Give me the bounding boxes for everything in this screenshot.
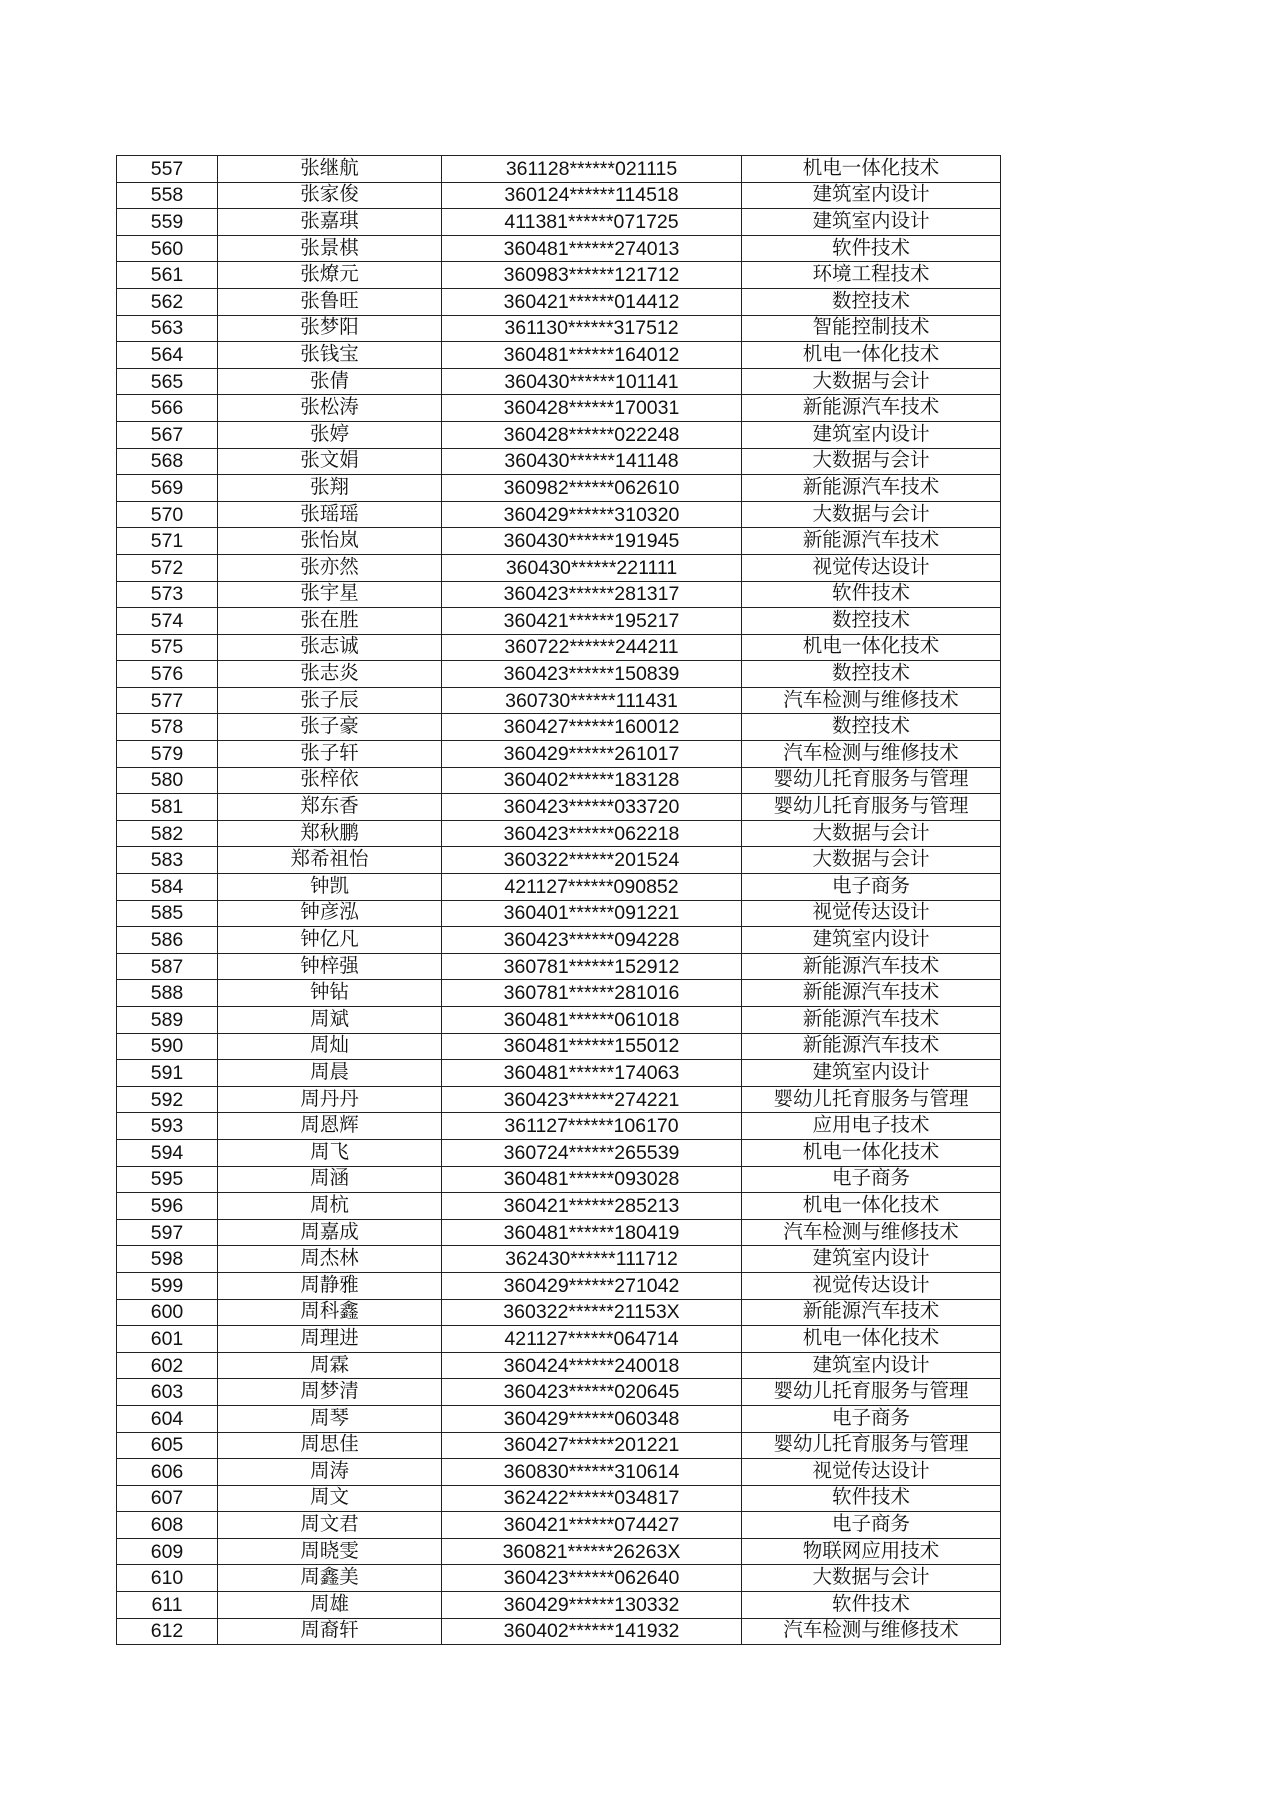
id-number: 411381******071725 bbox=[442, 209, 742, 236]
student-name: 张景棋 bbox=[218, 235, 442, 262]
row-number: 609 bbox=[117, 1538, 218, 1565]
id-number: 360430******101141 bbox=[442, 368, 742, 395]
id-number: 360421******285213 bbox=[442, 1193, 742, 1220]
id-number: 360322******201524 bbox=[442, 847, 742, 874]
table-row bbox=[117, 874, 1001, 901]
major: 机电一体化技术 bbox=[742, 1326, 1001, 1353]
student-name: 钟凯 bbox=[218, 874, 442, 901]
table-row bbox=[117, 581, 1001, 608]
student-name: 周鑫美 bbox=[218, 1565, 442, 1592]
id-number: 360423******062218 bbox=[442, 820, 742, 847]
id-number: 360124******114518 bbox=[442, 182, 742, 209]
id-number: 360423******020645 bbox=[442, 1379, 742, 1406]
row-number: 579 bbox=[117, 741, 218, 768]
table-row bbox=[117, 1565, 1001, 1592]
row-number: 577 bbox=[117, 687, 218, 714]
student-name: 周晓雯 bbox=[218, 1538, 442, 1565]
table-row bbox=[117, 634, 1001, 661]
row-number: 611 bbox=[117, 1592, 218, 1619]
major: 机电一体化技术 bbox=[742, 634, 1001, 661]
student-name: 周文君 bbox=[218, 1512, 442, 1539]
row-number: 591 bbox=[117, 1060, 218, 1087]
table-row bbox=[117, 1352, 1001, 1379]
table-row bbox=[117, 209, 1001, 236]
table-row bbox=[117, 1139, 1001, 1166]
major: 环境工程技术 bbox=[742, 262, 1001, 289]
row-number: 578 bbox=[117, 714, 218, 741]
major: 机电一体化技术 bbox=[742, 1193, 1001, 1220]
row-number: 588 bbox=[117, 980, 218, 1007]
student-name: 周雄 bbox=[218, 1592, 442, 1619]
table-row bbox=[117, 1485, 1001, 1512]
major: 大数据与会计 bbox=[742, 501, 1001, 528]
row-number: 572 bbox=[117, 554, 218, 581]
id-number: 360724******265539 bbox=[442, 1139, 742, 1166]
major: 软件技术 bbox=[742, 581, 1001, 608]
major: 汽车检测与维修技术 bbox=[742, 1618, 1001, 1645]
major: 数控技术 bbox=[742, 714, 1001, 741]
student-name: 张志诚 bbox=[218, 634, 442, 661]
table-row bbox=[117, 847, 1001, 874]
major: 建筑室内设计 bbox=[742, 421, 1001, 448]
major: 新能源汽车技术 bbox=[742, 528, 1001, 555]
id-number: 361128******021115 bbox=[442, 156, 742, 183]
student-name: 张瑶瑶 bbox=[218, 501, 442, 528]
row-number: 602 bbox=[117, 1352, 218, 1379]
major: 应用电子技术 bbox=[742, 1113, 1001, 1140]
student-name: 周理进 bbox=[218, 1326, 442, 1353]
id-number: 360430******141148 bbox=[442, 448, 742, 475]
id-number: 360421******074427 bbox=[442, 1512, 742, 1539]
major: 机电一体化技术 bbox=[742, 342, 1001, 369]
table-row bbox=[117, 554, 1001, 581]
major: 新能源汽车技术 bbox=[742, 980, 1001, 1007]
major: 电子商务 bbox=[742, 1166, 1001, 1193]
roster-body bbox=[117, 156, 1001, 1645]
row-number: 557 bbox=[117, 156, 218, 183]
table-row bbox=[117, 421, 1001, 448]
id-number: 360421******014412 bbox=[442, 288, 742, 315]
row-number: 574 bbox=[117, 608, 218, 635]
table-row bbox=[117, 1299, 1001, 1326]
table-row bbox=[117, 687, 1001, 714]
table-row bbox=[117, 608, 1001, 635]
major: 物联网应用技术 bbox=[742, 1538, 1001, 1565]
student-name: 周思佳 bbox=[218, 1432, 442, 1459]
id-number: 360429******271042 bbox=[442, 1272, 742, 1299]
id-number: 421127******064714 bbox=[442, 1326, 742, 1353]
table-row bbox=[117, 980, 1001, 1007]
id-number: 360481******093028 bbox=[442, 1166, 742, 1193]
id-number: 360322******21153X bbox=[442, 1299, 742, 1326]
row-number: 561 bbox=[117, 262, 218, 289]
row-number: 612 bbox=[117, 1618, 218, 1645]
id-number: 360430******221111 bbox=[442, 554, 742, 581]
student-name: 张松涛 bbox=[218, 395, 442, 422]
student-name: 张子轩 bbox=[218, 741, 442, 768]
student-name: 周杰林 bbox=[218, 1246, 442, 1273]
table-row bbox=[117, 1512, 1001, 1539]
row-number: 596 bbox=[117, 1193, 218, 1220]
student-name: 周静雅 bbox=[218, 1272, 442, 1299]
table-row bbox=[117, 953, 1001, 980]
table-row bbox=[117, 448, 1001, 475]
major: 建筑室内设计 bbox=[742, 182, 1001, 209]
row-number: 564 bbox=[117, 342, 218, 369]
id-number: 360781******281016 bbox=[442, 980, 742, 1007]
major: 汽车检测与维修技术 bbox=[742, 741, 1001, 768]
major: 婴幼儿托育服务与管理 bbox=[742, 1086, 1001, 1113]
table-row bbox=[117, 501, 1001, 528]
major: 视觉传达设计 bbox=[742, 1459, 1001, 1486]
row-number: 587 bbox=[117, 953, 218, 980]
student-name: 周斌 bbox=[218, 1007, 442, 1034]
major: 机电一体化技术 bbox=[742, 1139, 1001, 1166]
id-number: 360722******244211 bbox=[442, 634, 742, 661]
row-number: 560 bbox=[117, 235, 218, 262]
student-name: 周嘉成 bbox=[218, 1219, 442, 1246]
row-number: 592 bbox=[117, 1086, 218, 1113]
student-name: 张倩 bbox=[218, 368, 442, 395]
student-name: 周裔轩 bbox=[218, 1618, 442, 1645]
table-row bbox=[117, 1326, 1001, 1353]
id-number: 360781******152912 bbox=[442, 953, 742, 980]
table-row bbox=[117, 927, 1001, 954]
major: 电子商务 bbox=[742, 1405, 1001, 1432]
id-number: 421127******090852 bbox=[442, 874, 742, 901]
id-number: 360481******180419 bbox=[442, 1219, 742, 1246]
row-number: 605 bbox=[117, 1432, 218, 1459]
student-name: 张宇星 bbox=[218, 581, 442, 608]
id-number: 360429******060348 bbox=[442, 1405, 742, 1432]
row-number: 559 bbox=[117, 209, 218, 236]
major: 大数据与会计 bbox=[742, 847, 1001, 874]
id-number: 360423******062640 bbox=[442, 1565, 742, 1592]
student-name: 张亦然 bbox=[218, 554, 442, 581]
table-row bbox=[117, 1459, 1001, 1486]
row-number: 606 bbox=[117, 1459, 218, 1486]
major: 大数据与会计 bbox=[742, 820, 1001, 847]
row-number: 597 bbox=[117, 1219, 218, 1246]
row-number: 599 bbox=[117, 1272, 218, 1299]
id-number: 360424******240018 bbox=[442, 1352, 742, 1379]
student-name: 周丹丹 bbox=[218, 1086, 442, 1113]
row-number: 595 bbox=[117, 1166, 218, 1193]
id-number: 360481******174063 bbox=[442, 1060, 742, 1087]
student-name: 郑希祖怡 bbox=[218, 847, 442, 874]
student-name: 张志炎 bbox=[218, 661, 442, 688]
major: 数控技术 bbox=[742, 288, 1001, 315]
roster-table bbox=[116, 155, 1001, 1645]
major: 建筑室内设计 bbox=[742, 209, 1001, 236]
row-number: 604 bbox=[117, 1405, 218, 1432]
table-row bbox=[117, 235, 1001, 262]
id-number: 360427******201221 bbox=[442, 1432, 742, 1459]
student-name: 张燎元 bbox=[218, 262, 442, 289]
major: 大数据与会计 bbox=[742, 1565, 1001, 1592]
student-name: 郑秋鹏 bbox=[218, 820, 442, 847]
id-number: 360402******183128 bbox=[442, 767, 742, 794]
major: 大数据与会计 bbox=[742, 368, 1001, 395]
id-number: 360983******121712 bbox=[442, 262, 742, 289]
table-row bbox=[117, 315, 1001, 342]
major: 婴幼儿托育服务与管理 bbox=[742, 794, 1001, 821]
id-number: 362422******034817 bbox=[442, 1485, 742, 1512]
major: 大数据与会计 bbox=[742, 448, 1001, 475]
student-name: 钟梓强 bbox=[218, 953, 442, 980]
row-number: 558 bbox=[117, 182, 218, 209]
table-row bbox=[117, 1219, 1001, 1246]
student-name: 张在胜 bbox=[218, 608, 442, 635]
student-name: 周琴 bbox=[218, 1405, 442, 1432]
table-row bbox=[117, 1246, 1001, 1273]
student-name: 张嘉琪 bbox=[218, 209, 442, 236]
id-number: 360481******164012 bbox=[442, 342, 742, 369]
major: 新能源汽车技术 bbox=[742, 395, 1001, 422]
id-number: 360481******061018 bbox=[442, 1007, 742, 1034]
major: 婴幼儿托育服务与管理 bbox=[742, 1379, 1001, 1406]
major: 视觉传达设计 bbox=[742, 554, 1001, 581]
table-row bbox=[117, 1166, 1001, 1193]
row-number: 565 bbox=[117, 368, 218, 395]
major: 汽车检测与维修技术 bbox=[742, 1219, 1001, 1246]
row-number: 600 bbox=[117, 1299, 218, 1326]
row-number: 598 bbox=[117, 1246, 218, 1273]
major: 电子商务 bbox=[742, 1512, 1001, 1539]
student-name: 张子豪 bbox=[218, 714, 442, 741]
table-row bbox=[117, 1007, 1001, 1034]
table-row bbox=[117, 767, 1001, 794]
id-number: 360423******281317 bbox=[442, 581, 742, 608]
row-number: 594 bbox=[117, 1139, 218, 1166]
major: 软件技术 bbox=[742, 1485, 1001, 1512]
table-row bbox=[117, 1086, 1001, 1113]
row-number: 585 bbox=[117, 900, 218, 927]
table-row bbox=[117, 1538, 1001, 1565]
table-row bbox=[117, 741, 1001, 768]
table-row bbox=[117, 820, 1001, 847]
student-name: 张怡岚 bbox=[218, 528, 442, 555]
id-number: 360429******130332 bbox=[442, 1592, 742, 1619]
student-name: 周灿 bbox=[218, 1033, 442, 1060]
student-name: 周涛 bbox=[218, 1459, 442, 1486]
id-number: 360428******022248 bbox=[442, 421, 742, 448]
id-number: 360821******26263X bbox=[442, 1538, 742, 1565]
major: 软件技术 bbox=[742, 235, 1001, 262]
student-name: 张钱宝 bbox=[218, 342, 442, 369]
student-name: 周杭 bbox=[218, 1193, 442, 1220]
row-number: 593 bbox=[117, 1113, 218, 1140]
id-number: 360481******274013 bbox=[442, 235, 742, 262]
row-number: 584 bbox=[117, 874, 218, 901]
row-number: 567 bbox=[117, 421, 218, 448]
major: 视觉传达设计 bbox=[742, 1272, 1001, 1299]
table-row bbox=[117, 182, 1001, 209]
student-name: 钟钻 bbox=[218, 980, 442, 1007]
id-number: 360429******310320 bbox=[442, 501, 742, 528]
table-row bbox=[117, 1432, 1001, 1459]
major: 建筑室内设计 bbox=[742, 1060, 1001, 1087]
table-row bbox=[117, 156, 1001, 183]
row-number: 586 bbox=[117, 927, 218, 954]
major: 建筑室内设计 bbox=[742, 1352, 1001, 1379]
student-name: 张鲁旺 bbox=[218, 288, 442, 315]
table-row bbox=[117, 714, 1001, 741]
row-number: 576 bbox=[117, 661, 218, 688]
major: 建筑室内设计 bbox=[742, 927, 1001, 954]
major: 数控技术 bbox=[742, 608, 1001, 635]
table-row bbox=[117, 1592, 1001, 1619]
student-name: 郑东香 bbox=[218, 794, 442, 821]
table-row bbox=[117, 1193, 1001, 1220]
row-number: 566 bbox=[117, 395, 218, 422]
row-number: 570 bbox=[117, 501, 218, 528]
major: 建筑室内设计 bbox=[742, 1246, 1001, 1273]
id-number: 360421******195217 bbox=[442, 608, 742, 635]
table-row bbox=[117, 1405, 1001, 1432]
student-name: 周飞 bbox=[218, 1139, 442, 1166]
student-name: 钟亿凡 bbox=[218, 927, 442, 954]
student-name: 张子辰 bbox=[218, 687, 442, 714]
major: 新能源汽车技术 bbox=[742, 1033, 1001, 1060]
major: 新能源汽车技术 bbox=[742, 1007, 1001, 1034]
table-row bbox=[117, 1060, 1001, 1087]
table-row bbox=[117, 1033, 1001, 1060]
major: 婴幼儿托育服务与管理 bbox=[742, 767, 1001, 794]
student-name: 张翔 bbox=[218, 475, 442, 502]
row-number: 589 bbox=[117, 1007, 218, 1034]
row-number: 610 bbox=[117, 1565, 218, 1592]
row-number: 563 bbox=[117, 315, 218, 342]
id-number: 360982******062610 bbox=[442, 475, 742, 502]
row-number: 581 bbox=[117, 794, 218, 821]
row-number: 569 bbox=[117, 475, 218, 502]
table-row bbox=[117, 342, 1001, 369]
major: 新能源汽车技术 bbox=[742, 953, 1001, 980]
id-number: 360423******094228 bbox=[442, 927, 742, 954]
id-number: 360730******111431 bbox=[442, 687, 742, 714]
id-number: 360423******274221 bbox=[442, 1086, 742, 1113]
student-name: 周霖 bbox=[218, 1352, 442, 1379]
table-row bbox=[117, 368, 1001, 395]
id-number: 360430******191945 bbox=[442, 528, 742, 555]
student-name: 周科鑫 bbox=[218, 1299, 442, 1326]
id-number: 361127******106170 bbox=[442, 1113, 742, 1140]
id-number: 360427******160012 bbox=[442, 714, 742, 741]
student-name: 张文娟 bbox=[218, 448, 442, 475]
table-row bbox=[117, 1618, 1001, 1645]
row-number: 583 bbox=[117, 847, 218, 874]
id-number: 360402******141932 bbox=[442, 1618, 742, 1645]
major: 机电一体化技术 bbox=[742, 156, 1001, 183]
major: 新能源汽车技术 bbox=[742, 1299, 1001, 1326]
table-row bbox=[117, 794, 1001, 821]
student-name: 周恩辉 bbox=[218, 1113, 442, 1140]
table-row bbox=[117, 288, 1001, 315]
id-number: 361130******317512 bbox=[442, 315, 742, 342]
row-number: 575 bbox=[117, 634, 218, 661]
table-row bbox=[117, 475, 1001, 502]
major: 视觉传达设计 bbox=[742, 900, 1001, 927]
id-number: 360481******155012 bbox=[442, 1033, 742, 1060]
student-name: 钟彦泓 bbox=[218, 900, 442, 927]
row-number: 568 bbox=[117, 448, 218, 475]
student-name: 周梦清 bbox=[218, 1379, 442, 1406]
row-number: 580 bbox=[117, 767, 218, 794]
major: 婴幼儿托育服务与管理 bbox=[742, 1432, 1001, 1459]
table-row bbox=[117, 1272, 1001, 1299]
row-number: 562 bbox=[117, 288, 218, 315]
student-name: 张家俊 bbox=[218, 182, 442, 209]
table-row bbox=[117, 661, 1001, 688]
row-number: 573 bbox=[117, 581, 218, 608]
table-row bbox=[117, 1379, 1001, 1406]
row-number: 607 bbox=[117, 1485, 218, 1512]
student-name: 周晨 bbox=[218, 1060, 442, 1087]
student-name: 张婷 bbox=[218, 421, 442, 448]
row-number: 608 bbox=[117, 1512, 218, 1539]
row-number: 571 bbox=[117, 528, 218, 555]
student-name: 张梓依 bbox=[218, 767, 442, 794]
table-row bbox=[117, 1113, 1001, 1140]
major: 智能控制技术 bbox=[742, 315, 1001, 342]
row-number: 590 bbox=[117, 1033, 218, 1060]
student-name: 张梦阳 bbox=[218, 315, 442, 342]
major: 数控技术 bbox=[742, 661, 1001, 688]
row-number: 601 bbox=[117, 1326, 218, 1353]
row-number: 603 bbox=[117, 1379, 218, 1406]
major: 软件技术 bbox=[742, 1592, 1001, 1619]
student-name: 周文 bbox=[218, 1485, 442, 1512]
table-row bbox=[117, 528, 1001, 555]
student-name: 周涵 bbox=[218, 1166, 442, 1193]
row-number: 582 bbox=[117, 820, 218, 847]
id-number: 362430******111712 bbox=[442, 1246, 742, 1273]
id-number: 360428******170031 bbox=[442, 395, 742, 422]
student-name: 张继航 bbox=[218, 156, 442, 183]
table-row bbox=[117, 900, 1001, 927]
id-number: 360423******033720 bbox=[442, 794, 742, 821]
table-row bbox=[117, 395, 1001, 422]
major: 电子商务 bbox=[742, 874, 1001, 901]
id-number: 360830******310614 bbox=[442, 1459, 742, 1486]
id-number: 360429******261017 bbox=[442, 741, 742, 768]
id-number: 360423******150839 bbox=[442, 661, 742, 688]
major: 新能源汽车技术 bbox=[742, 475, 1001, 502]
table-row bbox=[117, 262, 1001, 289]
major: 汽车检测与维修技术 bbox=[742, 687, 1001, 714]
id-number: 360401******091221 bbox=[442, 900, 742, 927]
